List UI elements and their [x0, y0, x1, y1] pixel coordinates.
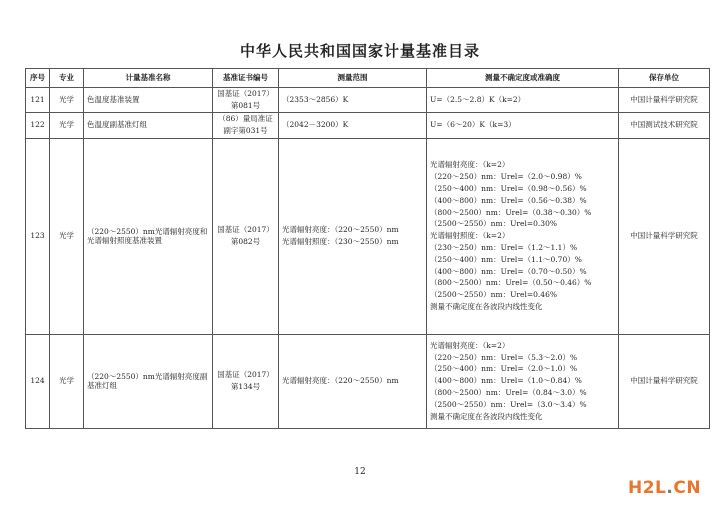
- uncertainty-line: （2500～2550）nm：Urel=0.30%: [430, 219, 557, 229]
- uncertainty-line: （400～800）nm：Urel=（1.0～0.84）%: [430, 376, 582, 386]
- cell-uncertainty: [427, 88, 619, 113]
- uncertainty-line: （400～800）nm：Urel=（0.56～0.38）%: [430, 195, 587, 205]
- table-row: [26, 112, 710, 138]
- uncertainty-line: （800～2500）nm：Urel=（0.38～0.30）%: [430, 207, 592, 217]
- uncertainty-line: 测量不确定度在各波段内线性变化: [430, 411, 543, 421]
- uncertainty-line: 光谱辐射照度：（k=2）: [430, 231, 510, 241]
- cell-field: 光学: [50, 112, 84, 138]
- cell-unit: 中国测试技术研究院: [619, 112, 710, 138]
- document-title: 中华人民共和国国家计量基准目录: [239, 42, 480, 60]
- cell-name: （220～2550）nm光谱辐射亮度副基准灯组: [84, 334, 213, 428]
- col-header-uncertainty: 测量不确定度或准确度: [427, 69, 619, 88]
- cell-no: 124: [26, 334, 50, 428]
- uncertainty-line: 光谱辐射亮度：（k=2）: [430, 340, 510, 350]
- cell-name: （220～2550）nm光谱辐射亮度和光谱辐射照度基准装置: [84, 138, 213, 334]
- cert-line: 国基证（2017）: [217, 89, 274, 98]
- cell-field: 光学: [50, 88, 84, 113]
- uncertainty-line: U=（6～20）K（k=3）: [430, 120, 516, 130]
- cell-uncertainty: [427, 334, 619, 428]
- cell-field: 光学: [50, 334, 84, 428]
- cell-range: [279, 112, 427, 138]
- table-header-row: [26, 69, 710, 88]
- cert-line: 国基证（2017）: [217, 370, 274, 380]
- cert-line: 第134号: [230, 382, 261, 392]
- uncertainty-line: （800～2500）nm：Urel=（0.84～3.0）%: [430, 387, 587, 397]
- range-line: 光谱辐射亮度：（220～2550）nm: [282, 225, 399, 235]
- cell-range: [279, 334, 427, 428]
- range-line: （2042－3200）K: [282, 120, 349, 130]
- logo-main: H2L: [628, 478, 667, 498]
- cell-range: [279, 138, 427, 334]
- cert-line: 第081号: [230, 100, 261, 110]
- uncertainty-line: （400～800）nm：Urel=（0.70～0.50）%: [430, 266, 587, 276]
- uncertainty-line: 测量不确定度在各波段内线性变化: [430, 301, 543, 311]
- uncertainty-line: （250～400）nm：Urel=（1.1～0.70）%: [430, 254, 582, 264]
- cell-cert: [213, 112, 279, 138]
- uncertainty-line: U=（2.5～2.8）K（k=2）: [430, 94, 526, 104]
- uncertainty-line: （2500～2550）nm：Urel=（3.0～3.4）%: [430, 399, 587, 409]
- logo-dot: .: [666, 478, 674, 498]
- cell-range: [279, 88, 427, 113]
- cell-uncertainty: [427, 112, 619, 138]
- cert-line: （86）量局准证: [218, 114, 273, 124]
- cell-no: 122: [26, 112, 50, 138]
- range-line: （2353～2856）K: [282, 94, 349, 104]
- cell-field: 光学: [50, 138, 84, 334]
- cell-cert: [213, 334, 279, 428]
- cell-unit: 中国计量科学研究院: [619, 88, 710, 113]
- cert-line: 国基证（2017）: [217, 225, 274, 235]
- uncertainty-line: （800～2500）nm：Urel=（0.50～0.46）%: [430, 278, 592, 288]
- table-row: [26, 138, 710, 334]
- col-header-field: 专业: [50, 69, 84, 88]
- range-line: 光谱辐射亮度：（220～2550）nm: [282, 376, 399, 386]
- cell-cert: [213, 88, 279, 113]
- uncertainty-line: （2500～2550）nm：Urel=0.46%: [430, 290, 557, 300]
- col-header-name: 计量基准名称: [84, 69, 213, 88]
- cell-uncertainty: [427, 138, 619, 334]
- col-header-no: 序号: [26, 69, 50, 88]
- site-watermark-logo: [628, 478, 701, 498]
- cert-line: 副字第031号: [223, 126, 268, 136]
- uncertainty-line: （250～400）nm：Urel=（0.98～0.56）%: [430, 184, 587, 193]
- col-header-cert: 基准证书编号: [213, 69, 279, 88]
- cert-line: 第082号: [230, 237, 261, 247]
- table-row: [26, 334, 710, 428]
- cell-unit: 中国计量科学研究院: [619, 138, 710, 334]
- col-header-range: 测量范围: [279, 69, 427, 88]
- cell-name: 色温度副基准灯组: [84, 112, 213, 138]
- standards-table: [25, 68, 710, 429]
- uncertainty-line: （220～250）nm：Urel=（2.0～0.98）%: [430, 172, 582, 182]
- cell-no: 123: [26, 138, 50, 334]
- col-header-unit: 保存单位: [619, 69, 710, 88]
- logo-suffix: CN: [673, 478, 702, 498]
- cell-name: 色温度基准装置: [84, 88, 213, 113]
- uncertainty-line: （230～250）nm：Urel=（1.2～1.1）%: [430, 242, 578, 252]
- cell-unit: 中国计量科学研究院: [619, 334, 710, 428]
- uncertainty-line: （250～400）nm：Urel=（2.0～1.0）%: [430, 364, 578, 374]
- page-number: 12: [354, 467, 366, 477]
- cell-cert: [213, 138, 279, 334]
- cell-no: 121: [26, 88, 50, 113]
- table-row: [26, 88, 710, 113]
- range-line: 光谱辐射照度：（230～2550）nm: [282, 237, 399, 247]
- uncertainty-line: 光谱辐射亮度：（k=2）: [430, 160, 510, 170]
- uncertainty-line: （220～250）nm：Urel=（5.3～2.0）%: [430, 352, 578, 362]
